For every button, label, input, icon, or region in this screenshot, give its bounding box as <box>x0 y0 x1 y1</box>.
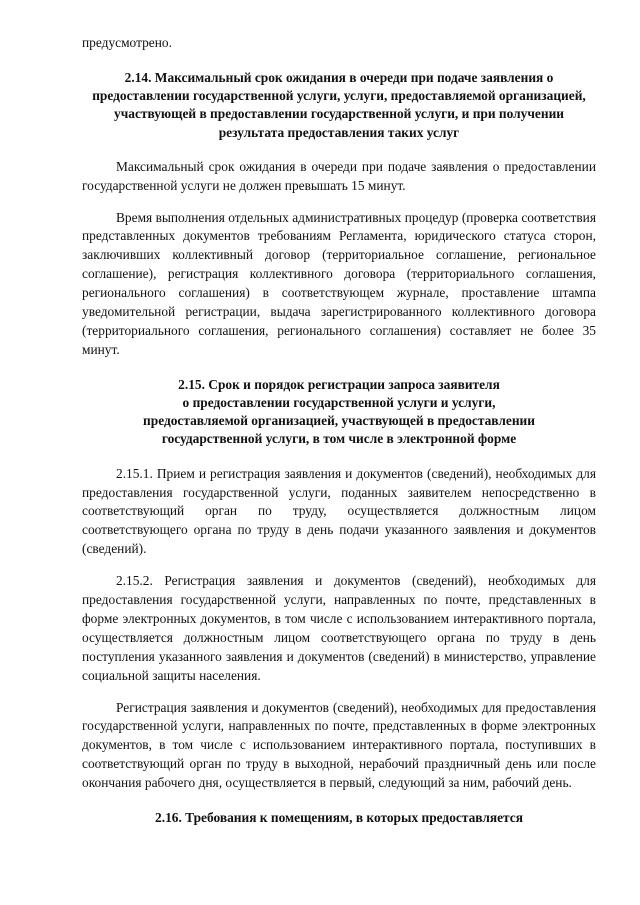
section-2-15-heading <box>82 376 596 449</box>
section-2-14-paragraph-1: Максимальный срок ожидания в очереди при подаче заявления о предоставлении государственной услуги не должен превышать 15 минут. <box>82 158 596 193</box>
intro-fragment: предусмотрено. <box>82 35 172 50</box>
section-2-15-paragraph-3: Регистрация заявления и документов (сведений), необходимых для предоставления государственной услуги, направленных по почте, представленных в форме электронных документов, в том числе с использованием интерактивного портала, поступивших в соответствующий орган по труду в выходной, нерабочий праздничный день или после окончания рабочего дня, осуществляется в первый, следующий за ним, рабочий день. <box>82 699 596 791</box>
section-2-14-heading: 2.14. Максимальный срок ожидания в очереди при подаче заявления о предоставлении государственной услуги, услуги, предоставляемой организацией, участвующей в предоставлении государственной услуги, и при получении результата предоставления таких услуг <box>92 69 586 140</box>
section-2-15-paragraph-1: 2.15.1. Прием и регистрация заявления и документов (сведений), необходимых для предоставления государственной услуги, поданных заявителем непосредственно в соответствующий орган по труду, осуществляется должностным лицом соответствующего органа по труду в день подачи указанного заявления и документов (сведений). <box>82 465 596 557</box>
document-page <box>82 34 596 827</box>
section-2-15-heading-line: предоставляемой организацией, участвующей в предоставлении <box>143 413 535 429</box>
section-2-15-heading-line: о предоставлении государственной услуги и услуги, <box>182 394 496 410</box>
section-2-15-heading-line: 2.15. Срок и порядок регистрации запроса заявителя <box>178 376 500 392</box>
section-2-14-paragraph-2: Время выполнения отдельных административных процедур (проверка соответствия представленных документов требованиям Регламента, юридического статуса сторон, заключивших коллективный договор (территориальное соглашение, региональное соглашение), регистрация коллективного договора (территориального соглашения, регионального соглашения) в соответствующем журнале, проставление штампа уведомительной регистрации, выдача зарегистрированного коллективного договора (территориального соглашения, регионального соглашения) составляет не более 35 минут. <box>82 209 596 357</box>
section-2-16-heading: 2.16. Требования к помещениям, в которых предоставляется <box>155 810 523 826</box>
section-2-15-paragraph-2: 2.15.2. Регистрация заявления и документов (сведений), необходимых для предоставления государственной услуги, направленных по почте, представленных в форме электронных документов, в том числе с использованием интерактивного портала, осуществляется должностным лицом соответствующего органа по труду в день поступления указанного заявления и документов (сведений) в министерство, управление социальной защиты населения. <box>82 573 596 683</box>
section-2-15-heading-line: государственной услуги, в том числе в электронной форме <box>161 431 517 447</box>
